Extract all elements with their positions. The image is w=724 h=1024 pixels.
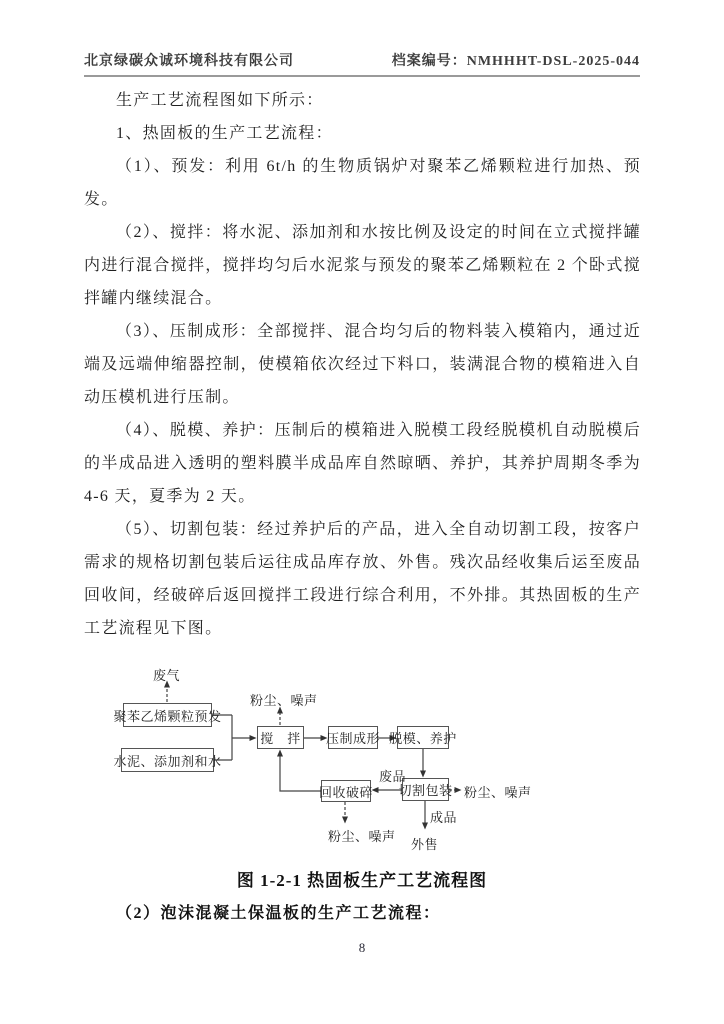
label-waste-gas: 废气 <box>153 668 181 683</box>
paragraph-step-1: （1）、预发：利用 6t/h 的生物质锅炉对聚苯乙烯颗粒进行加热、预发。 <box>84 158 641 208</box>
flow-box-mixing: 搅 拌 <box>257 726 304 749</box>
label-sale: 外售 <box>411 837 439 852</box>
next-section-heading: （2）泡沫混凝土保温板的生产工艺流程： <box>116 905 441 922</box>
flow-box-materials: 水泥、添加剂和水 <box>121 748 214 772</box>
header-archive-number: 档案编号：NMHHHT-DSL-2025-044 <box>391 54 640 69</box>
flow-box-cutting: 切割包装 <box>402 778 449 801</box>
page-header <box>84 0 640 77</box>
body-text <box>84 84 641 645</box>
flow-box-prefoam: 聚苯乙烯颗粒预发 <box>123 703 212 727</box>
figure-caption: 图 1-2-1 热固板生产工艺流程图 <box>236 871 488 890</box>
paragraph-step-2: （2）、搅拌：将水泥、添加剂和水按比例及设定的时间在立式搅拌罐内进行混合搅拌，搅拌均匀后水泥浆与预发的聚苯乙烯颗粒在 2 个卧式搅拌罐内继续混合。 <box>84 224 641 307</box>
label-dust-noise-mixing: 粉尘、噪声 <box>250 693 318 708</box>
flow-box-recycling: 回收破碎 <box>321 780 371 802</box>
paragraph-list-title: 1、热固板的生产工艺流程： <box>116 125 333 142</box>
page-number: 8 <box>358 940 366 955</box>
paragraph-step-3: （3）、压制成形：全部搅拌、混合均匀后的物料装入模箱内，通过近端及远端伸缩器控制，使模箱依次经过下料口，装满混合物的模箱进入自动压模机进行压制。 <box>84 323 641 406</box>
paragraph-step-5: （5）、切割包装：经过养护后的产品，进入全自动切割工段，按客户需求的规格切割包装后运往成品库存放、外售。残次品经收集后运至废品回收间，经破碎后返回搅拌工段进行综合利用，不外排。其热固板的生产工艺流程见下图。 <box>84 521 641 637</box>
label-dust-noise-recycling: 粉尘、噪声 <box>328 829 396 844</box>
label-scrap: 废品 <box>379 769 407 784</box>
flow-box-demolding: 脱模、养护 <box>397 726 449 749</box>
process-flow-diagram <box>0 650 724 862</box>
label-finished-product: 成品 <box>430 810 458 825</box>
flow-box-pressing: 压制成形 <box>328 726 378 749</box>
header-company-name: 北京绿碳众诚环境科技有限公司 <box>84 54 294 69</box>
paragraph-step-4: （4）、脱模、养护：压制后的模箱进入脱模工段经脱模机自动脱模后的半成品进入透明的塑料膜半成品库自然晾晒、养护，其养护周期冬季为 4-6 天，夏季为 2 天。 <box>84 422 641 505</box>
label-dust-noise-cutting: 粉尘、噪声 <box>464 785 532 800</box>
paragraph-intro: 生产工艺流程图如下所示： <box>116 92 324 109</box>
